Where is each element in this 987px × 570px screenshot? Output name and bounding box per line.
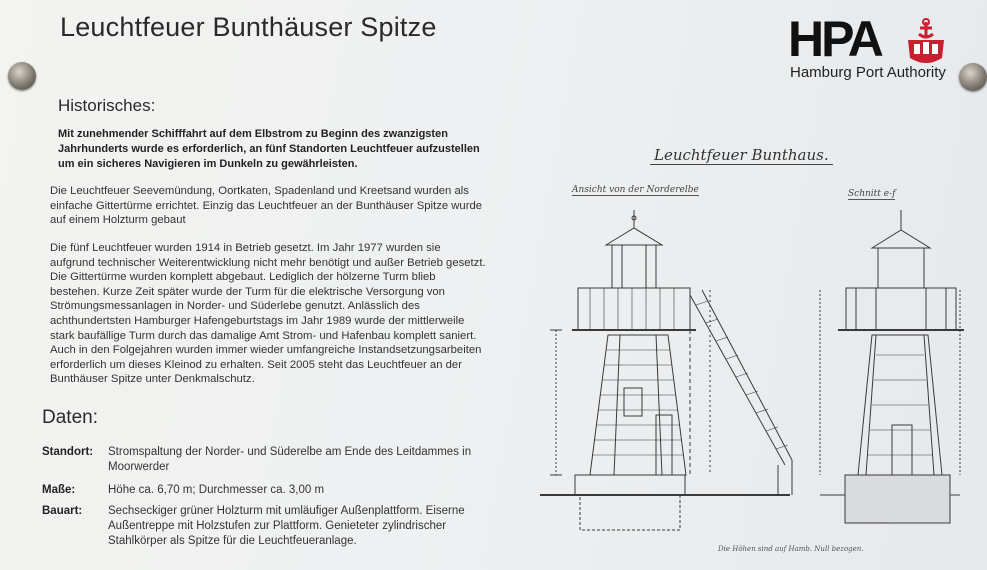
logo-subtitle: Hamburg Port Authority [790,64,946,81]
hamburg-crest-icon [904,18,948,68]
drawing-title: Leuchtfeuer Bunthaus. [650,146,833,165]
sign-title: Leuchtfeuer Bunthäuser Spitze [60,12,437,42]
hpa-logo [788,11,948,86]
data-value: Sechseckiger grüner Holzturm mit umläufiger Außenplattform. Eiserne Außentreppe mit Holzstufen zur Plattform. Genieteter zylindrischer Stahlkörper als Spitze für die Leuchtfeueranlage. [108,505,465,547]
drawing-front-view-label: Ansicht von der Norderelbe [572,185,699,195]
lighthouse-technical-drawing [520,130,970,560]
daten-heading: Daten: [42,407,98,428]
data-value: Stromspaltung der Norder- und Süderelbe am Ende des Leitdammes in Moorwerder [108,446,472,473]
logo-mark: HPA [788,11,881,67]
drawing-section-label: Schnitt e-f [848,189,896,199]
intro-text: Mit zunehmender Schifffahrt auf dem Elbstrom zu Beginn des zwanzigsten Jahrhunderts wurde es erforderlich, an fünf Standorten Leuchtfeuer aufzustellen um ein sicheres Navigieren im Dunkeln zu gewährleisten. [58,128,480,170]
data-key: Standort: [42,446,94,458]
bolt-icon [959,63,987,91]
data-value: Höhe ca. 6,70 m; Durchmesser ca. 3,00 m [108,484,325,496]
data-key: Maße: [42,484,76,496]
historisches-heading: Historisches: [58,96,156,115]
bolt-icon [8,62,36,90]
drawing-note: Die Höhen sind auf Hamb. Null bezogen. [718,545,864,553]
history-paragraph-2: Die fünf Leuchtfeuer wurden 1914 in Betrieb gesetzt. Im Jahr 1977 wurden sie aufgrund technischer Weiterentwicklung nicht mehr benötigt und außer Betrieb gesetzt. Die Gittertürme wurden komplett abgebaut. Lediglich der hölzerne Turm blieb bestehen. Kurze Zeit später wurde der Turm für die elektrische Versorgung von Strömungsmessanlagen in Norder- und Süderlebe genutzt. Anlässlich des achthundertsten Hamburger Hafengeburtstags im Jahr 1989 wurde der mittlerweile stark baufällige Turm durch das damalige Amt Strom- und Hafenbau komplett saniert. Auch in den Folgejahren wurden immer wieder umfangreiche Instandsetzungsarbeiten erforderlich um dieses Kleinod zu erhalten. Seit 2005 steht das Leuchtfeuer an der Bunthäuser Spitze unter Denkmalschutz. [50,242,486,386]
history-paragraph-1: Die Leuchtfeuer Seevemündung, Oortkaten, Spadenland und Kreetsand wurden als einfache Gittertürme errichtet. Einzig das Leuchtfeuer an der Bunthäuser Spitze wurde auf einem Holzturm gebaut [50,185,483,227]
data-key: Bauart: [42,505,83,517]
